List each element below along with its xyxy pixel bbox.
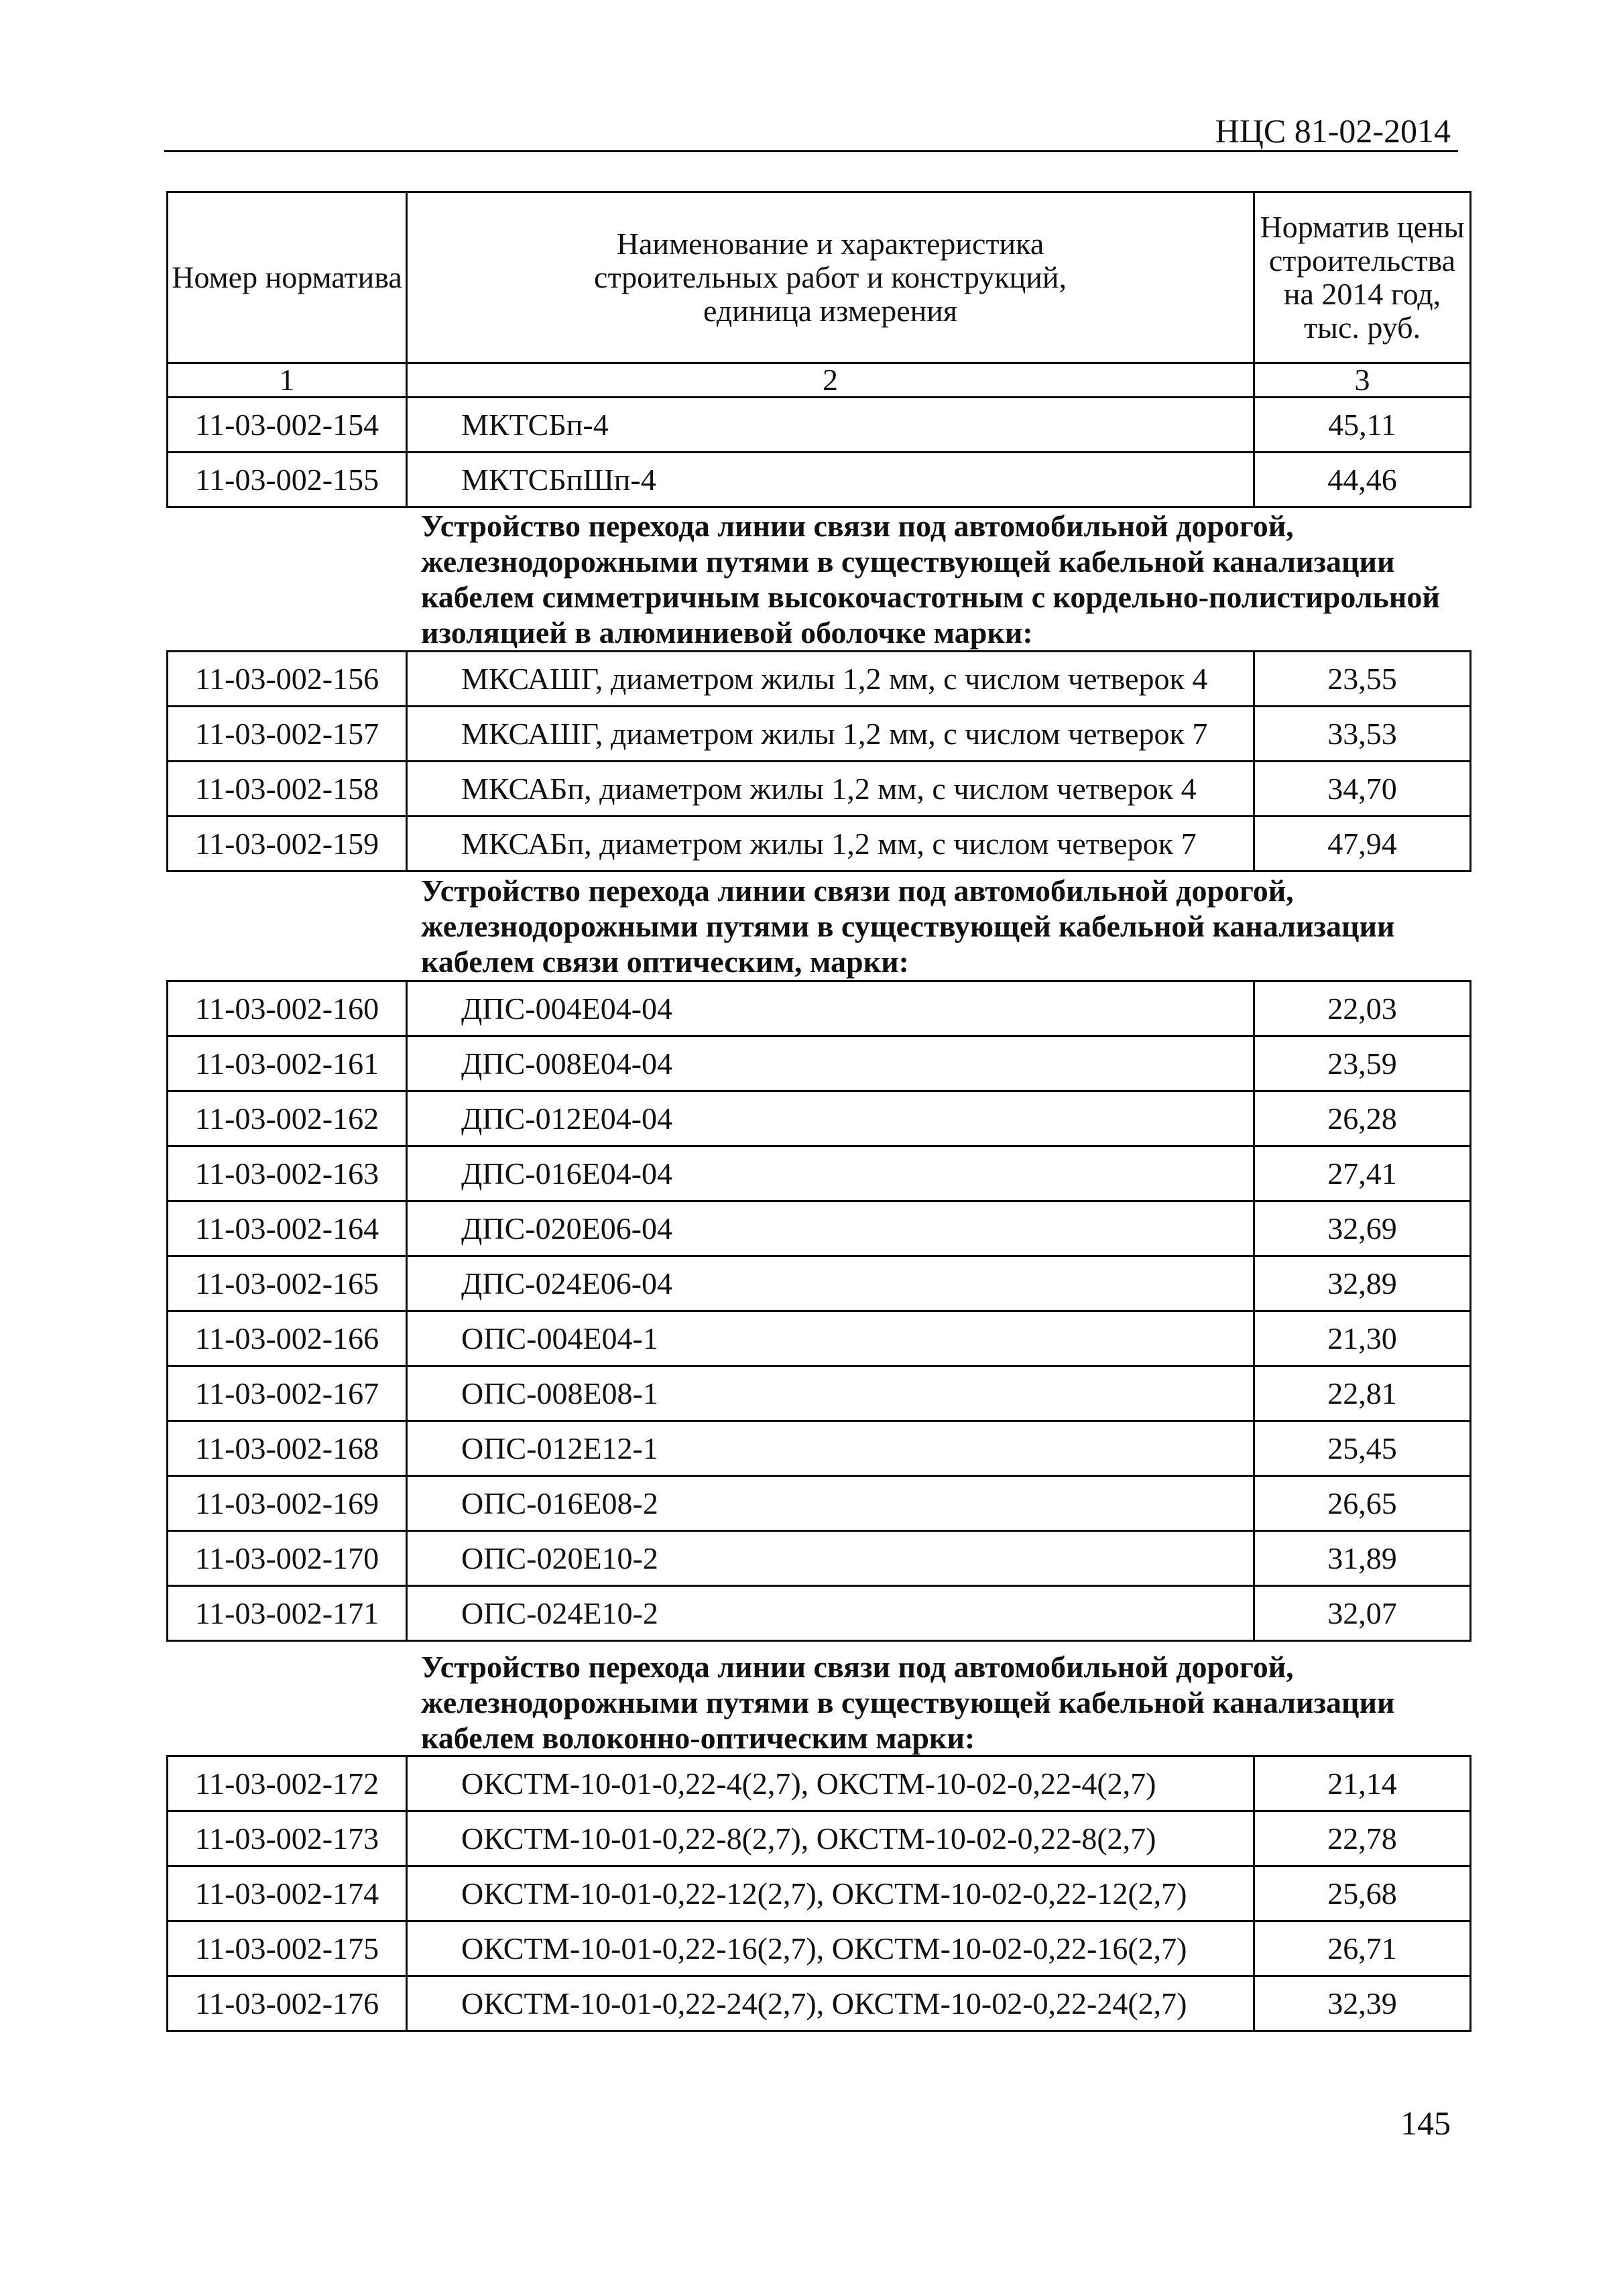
price-cell: 21,14	[1254, 1756, 1471, 1811]
item-name-cell: ДПС-008Е04-04	[407, 1036, 1254, 1091]
norm-code-cell: 11-03-002-172	[168, 1756, 407, 1811]
col-number-3: 3	[1254, 363, 1471, 398]
item-name-cell: ДПС-020Е06-04	[407, 1201, 1254, 1256]
table-row	[168, 1476, 1471, 1531]
item-name-cell: МКТСБп-4	[407, 398, 1254, 452]
norm-code-cell: 11-03-002-162	[168, 1091, 407, 1146]
norm-code-cell: 11-03-002-165	[168, 1256, 407, 1311]
norm-code-cell: 11-03-002-154	[168, 398, 407, 452]
table-block-4	[166, 1755, 1469, 2032]
item-name-cell: МКСАШГ, диаметром жилы 1,2 мм, с числом четверок 4	[407, 652, 1254, 707]
table-row	[168, 1311, 1471, 1366]
col-number-2: 2	[407, 363, 1254, 398]
price-table	[166, 1755, 1471, 2032]
table-row	[168, 398, 1471, 452]
norm-code-cell: 11-03-002-176	[168, 1976, 407, 2031]
price-cell: 22,78	[1254, 1811, 1471, 1866]
norm-code-cell: 11-03-002-160	[168, 981, 407, 1036]
price-table	[166, 650, 1471, 872]
table-row	[168, 452, 1471, 507]
page-number: 145	[1400, 2104, 1451, 2142]
table-row	[168, 1811, 1471, 1866]
price-table-head	[166, 191, 1471, 508]
norm-code-cell: 11-03-002-164	[168, 1201, 407, 1256]
table-row	[168, 1366, 1471, 1421]
item-name-cell: ДПС-012Е04-04	[407, 1091, 1254, 1146]
table-block-2	[166, 650, 1469, 872]
norm-code-cell: 11-03-002-175	[168, 1921, 407, 1976]
price-cell: 27,41	[1254, 1146, 1471, 1201]
price-cell: 23,59	[1254, 1036, 1471, 1091]
norm-code-cell: 11-03-002-167	[168, 1366, 407, 1421]
norm-code-cell: 11-03-002-161	[168, 1036, 407, 1091]
norm-code-cell: 11-03-002-171	[168, 1586, 407, 1641]
table-row	[168, 1756, 1471, 1811]
section-title: Устройство перехода линии связи под автомобильной дорогой, железнодорожными путями в существующей кабельной канализации кабелем симметричным высокочастотным с кордельно-полистирольной изоляцией в алюминиевой оболочке марки:	[421, 509, 1440, 650]
section-title: Устройство перехода линии связи под автомобильной дорогой, железнодорожными путями в существующей кабельной канализации кабелем связи оптическим, марки:	[421, 873, 1395, 979]
table-row	[168, 1976, 1471, 2031]
norm-code-cell: 11-03-002-173	[168, 1811, 407, 1866]
document-code: НЦС 81-02-2014	[1215, 112, 1451, 149]
price-table	[166, 980, 1471, 1642]
table-row	[168, 762, 1471, 817]
header-divider	[164, 150, 1458, 152]
norm-code-cell: 11-03-002-158	[168, 762, 407, 817]
table-row	[168, 707, 1471, 762]
table-row	[168, 1866, 1471, 1921]
item-name-cell: ОПС-020Е10-2	[407, 1531, 1254, 1586]
item-name-cell: ДПС-004Е04-04	[407, 981, 1254, 1036]
norm-code-cell: 11-03-002-169	[168, 1476, 407, 1531]
price-cell: 32,89	[1254, 1256, 1471, 1311]
item-name-cell: ОКСТМ-10-01-0,22-24(2,7), ОКСТМ-10-02-0,22-24(2,7)	[407, 1976, 1254, 2031]
item-name-cell: ОКСТМ-10-01-0,22-8(2,7), ОКСТМ-10-02-0,22-8(2,7)	[407, 1811, 1254, 1866]
item-name-cell: ОПС-008Е08-1	[407, 1366, 1254, 1421]
table-row	[168, 981, 1471, 1036]
item-name-cell: ОПС-004Е04-1	[407, 1311, 1254, 1366]
norm-code-cell: 11-03-002-163	[168, 1146, 407, 1201]
item-name-cell: МКСАБп, диаметром жилы 1,2 мм, с числом четверок 4	[407, 762, 1254, 817]
col-header-price: Норматив цены строительства на 2014 год, тыс. руб.	[1254, 192, 1471, 363]
price-cell: 23,55	[1254, 652, 1471, 707]
table-row	[168, 817, 1471, 871]
item-name-cell: ОПС-024Е10-2	[407, 1586, 1254, 1641]
item-name-cell: МКТСБпШп-4	[407, 452, 1254, 507]
col-header-name: Наименование и характеристика строительных работ и конструкций, единица измерения	[407, 192, 1254, 363]
item-name-cell: ДПС-016Е04-04	[407, 1146, 1254, 1201]
norm-code-cell: 11-03-002-155	[168, 452, 407, 507]
table-row	[168, 1531, 1471, 1586]
price-cell: 26,28	[1254, 1091, 1471, 1146]
col-number-1: 1	[168, 363, 407, 398]
price-cell: 25,45	[1254, 1421, 1471, 1476]
norm-code-cell: 11-03-002-157	[168, 707, 407, 762]
item-name-cell: ДПС-024Е06-04	[407, 1256, 1254, 1311]
item-name-cell: ОКСТМ-10-01-0,22-12(2,7), ОКСТМ-10-02-0,22-12(2,7)	[407, 1866, 1254, 1921]
table-row	[168, 1921, 1471, 1976]
col-header-number: Номер норматива	[168, 192, 407, 363]
table-row	[168, 1201, 1471, 1256]
table-row	[168, 1256, 1471, 1311]
table-row	[168, 1091, 1471, 1146]
price-cell: 47,94	[1254, 817, 1471, 871]
table-row	[168, 1586, 1471, 1641]
price-cell: 22,81	[1254, 1366, 1471, 1421]
item-name-cell: МКСАБп, диаметром жилы 1,2 мм, с числом четверок 7	[407, 817, 1254, 871]
price-cell: 33,53	[1254, 707, 1471, 762]
price-cell: 21,30	[1254, 1311, 1471, 1366]
item-name-cell: ОКСТМ-10-01-0,22-16(2,7), ОКСТМ-10-02-0,22-16(2,7)	[407, 1921, 1254, 1976]
item-name-cell: ОПС-016Е08-2	[407, 1476, 1254, 1531]
table-row	[168, 1146, 1471, 1201]
price-cell: 26,65	[1254, 1476, 1471, 1531]
price-cell: 25,68	[1254, 1866, 1471, 1921]
table-row	[168, 1036, 1471, 1091]
norm-code-cell: 11-03-002-168	[168, 1421, 407, 1476]
table-block-3	[166, 980, 1469, 1642]
price-cell: 32,39	[1254, 1976, 1471, 2031]
norm-code-cell: 11-03-002-166	[168, 1311, 407, 1366]
item-name-cell: МКСАШГ, диаметром жилы 1,2 мм, с числом четверок 7	[407, 707, 1254, 762]
price-cell: 32,07	[1254, 1586, 1471, 1641]
table-row	[168, 652, 1471, 707]
norm-code-cell: 11-03-002-174	[168, 1866, 407, 1921]
norm-code-cell: 11-03-002-156	[168, 652, 407, 707]
price-cell: 26,71	[1254, 1921, 1471, 1976]
item-name-cell: ОКСТМ-10-01-0,22-4(2,7), ОКСТМ-10-02-0,22-4(2,7)	[407, 1756, 1254, 1811]
item-name-cell: ОПС-012Е12-1	[407, 1421, 1254, 1476]
price-cell: 45,11	[1254, 398, 1471, 452]
price-cell: 22,03	[1254, 981, 1471, 1036]
price-cell: 44,46	[1254, 452, 1471, 507]
price-cell: 31,89	[1254, 1531, 1471, 1586]
price-cell: 32,69	[1254, 1201, 1471, 1256]
norm-code-cell: 11-03-002-159	[168, 817, 407, 871]
norm-code-cell: 11-03-002-170	[168, 1531, 407, 1586]
table-row	[168, 1421, 1471, 1476]
section-title: Устройство перехода линии связи под автомобильной дорогой, железнодорожными путями в существующей кабельной канализации кабелем волоконно-оптическим марки:	[421, 1650, 1395, 1755]
price-cell: 34,70	[1254, 762, 1471, 817]
table-block-1	[166, 191, 1469, 508]
